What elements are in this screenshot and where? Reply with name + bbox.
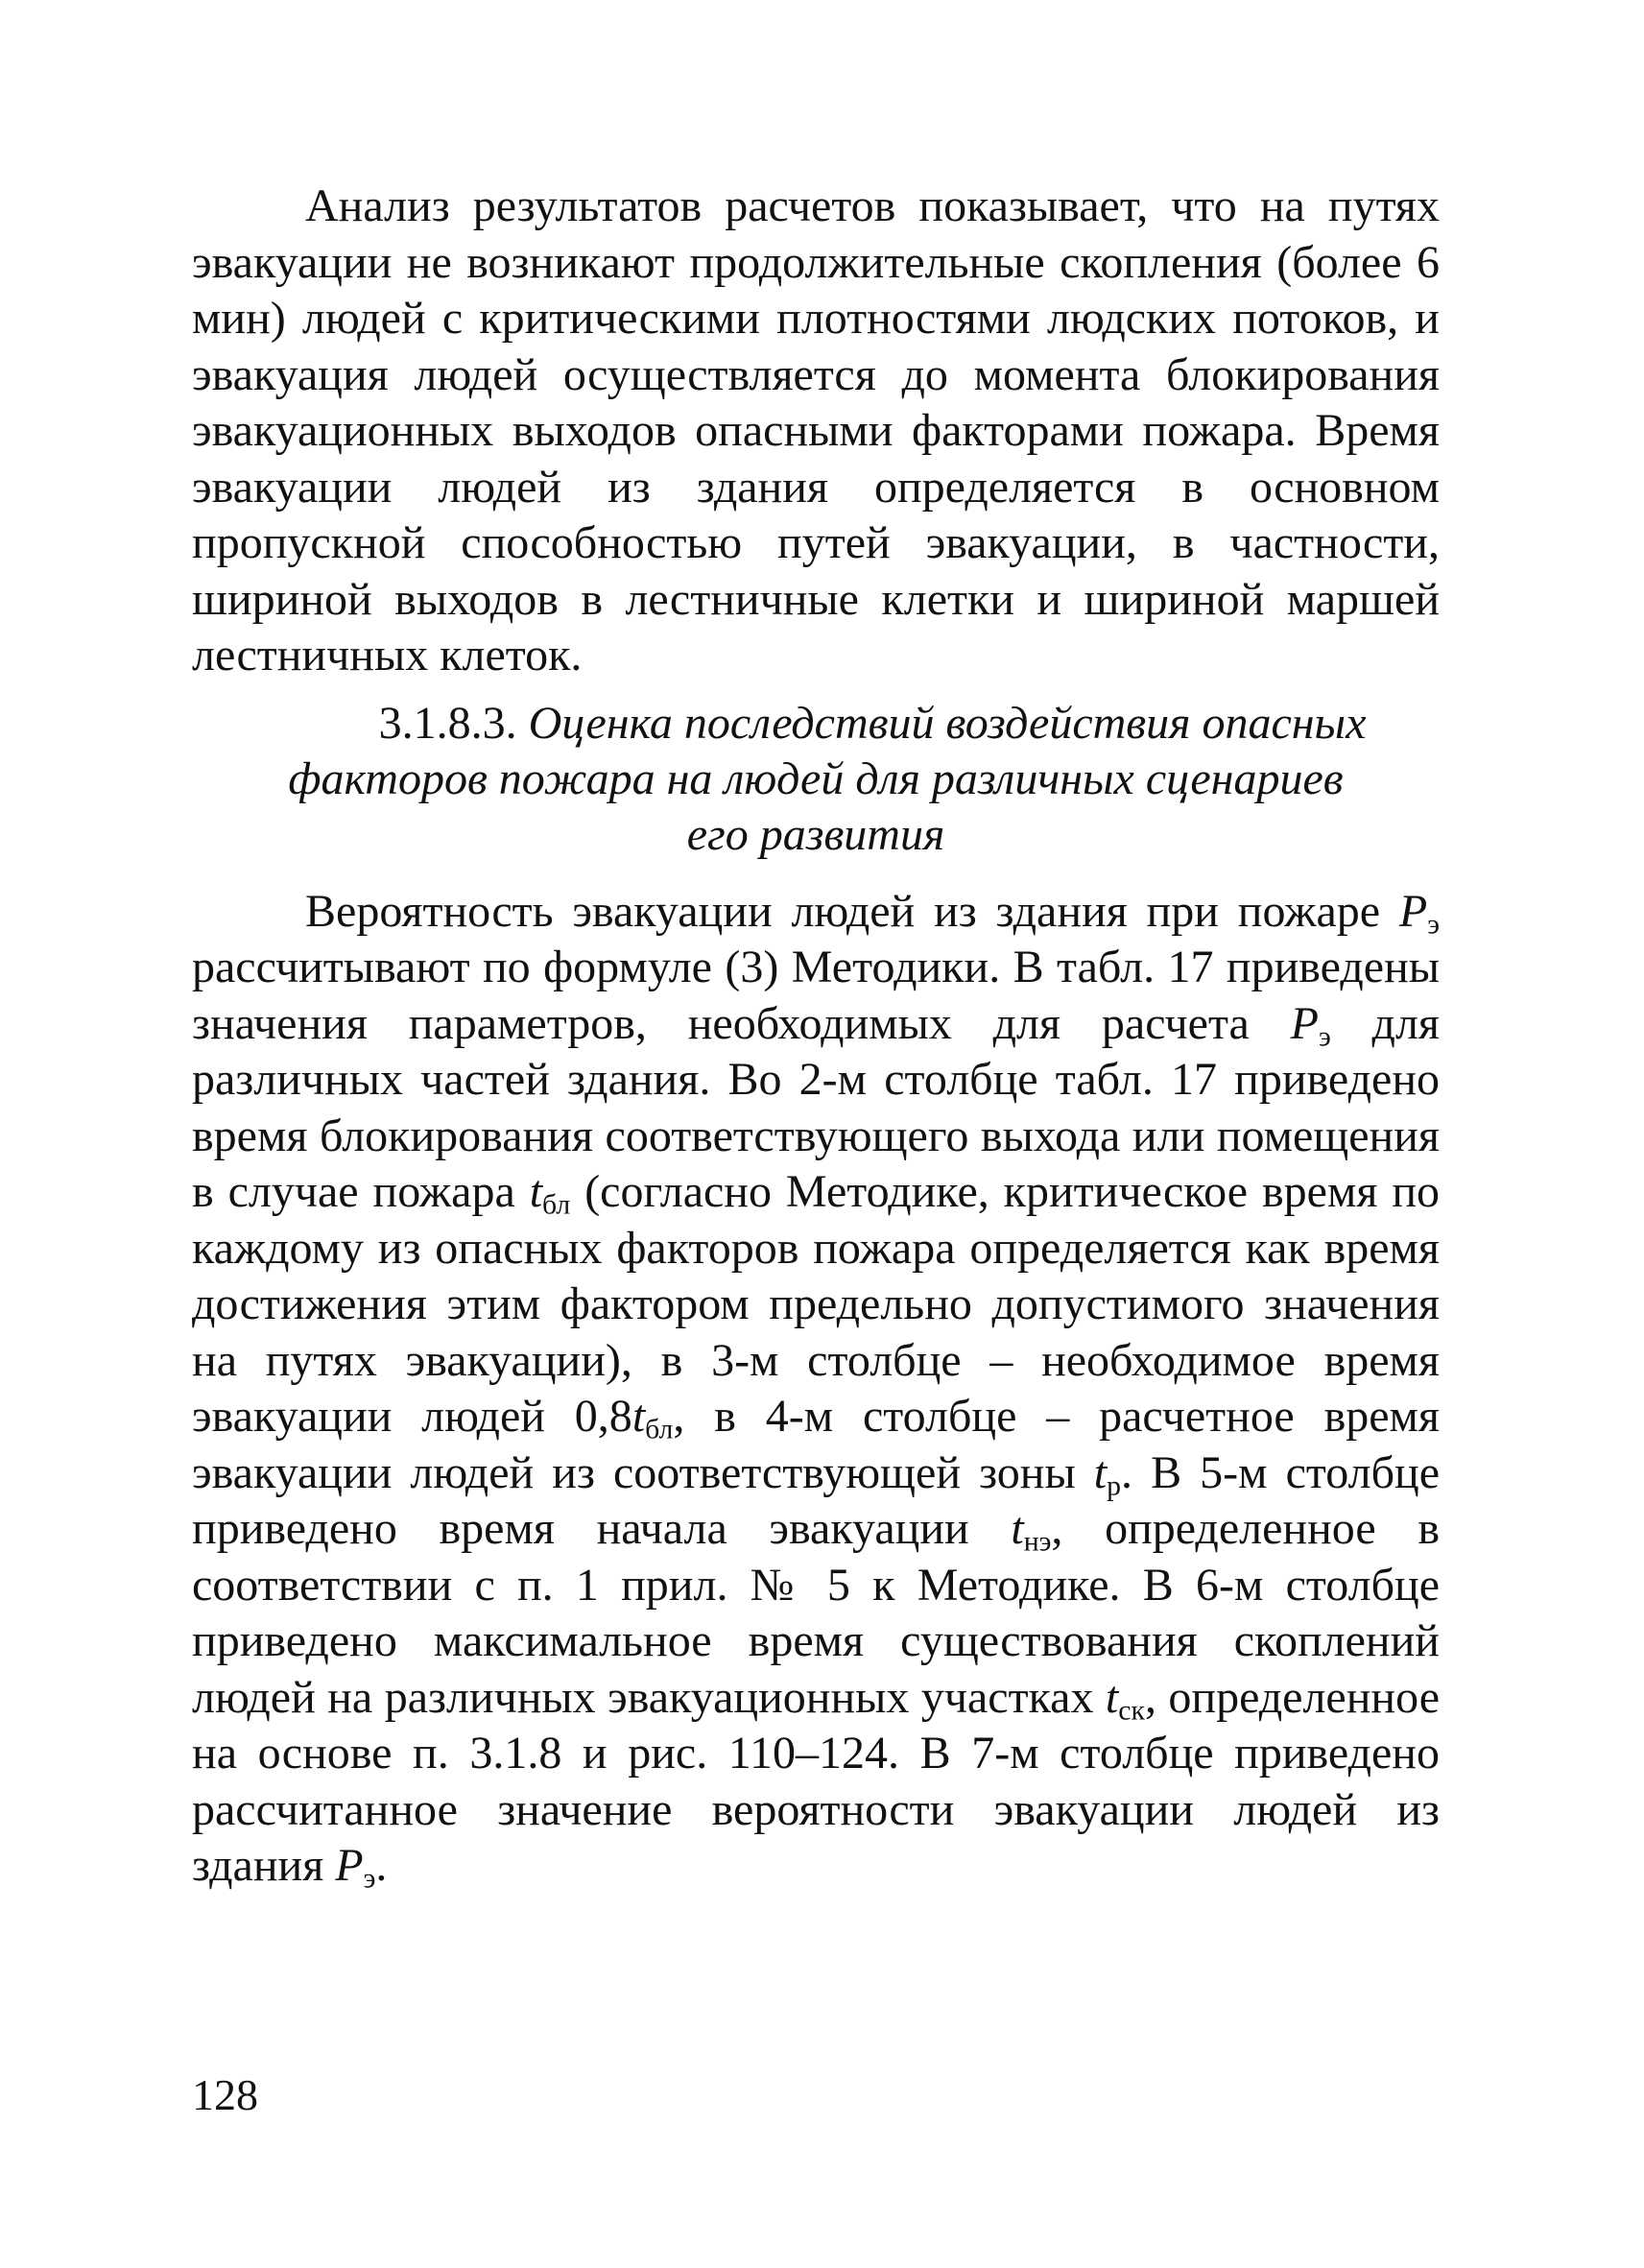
subscript-e: э [363,1862,376,1895]
section-title-part-2: факторов пожара на людей для различных сценариев [288,752,1344,804]
page-body [192,179,1440,1895]
symbol-t-ne: t [1011,1503,1024,1554]
text-run: . В 5-м столбце приведено время начала эвакуации [192,1446,1440,1554]
symbol-t-bl: t [631,1391,646,1442]
subscript-bl: бл [542,1188,571,1221]
section-heading-line-1 [192,696,1440,752]
subscript-bl: бл [645,1413,674,1445]
subscript-sk: ск [1118,1693,1145,1726]
text-run: , определенное на основе п. 3.1.8 и рис. 110–124. В 7-м столбце приведено рассчитанное значение вероятности эвакуации людей из здания [192,1671,1441,1891]
text-run: для различных частей здания. Во 2-м столбце табл. 17 приведено время блокирования соответствующего выхода или помещения в случае пожара [192,997,1440,1217]
symbol-t-sk: t [1105,1671,1119,1723]
symbol-p-e: P [1290,997,1319,1049]
symbol-t-p: t [1093,1446,1108,1498]
page-number: 128 [192,2070,258,2119]
paragraph-probability [192,884,1440,1895]
text-run: , в 4-м столбце – расчетное время эвакуации людей из соответствующей зоны [192,1391,1440,1498]
symbol-p-e: P [1398,885,1428,937]
text-run: , определенное в соответствии с п. 1 прил. № 5 к Методике. В 6-м столбце приведено максимальное время существования скоплений людей на различных эвакуационных участках [192,1503,1440,1723]
text-run: Вероятность эвакуации людей из здания при пожаре [305,885,1399,937]
subscript-p: р [1107,1468,1121,1501]
paragraph-analysis: Анализ результатов расчетов показывает, что на путях эвакуации не возникают продолжительные скопления (более 6 мин) людей с критическими плотностями людских потоков, и эвакуация людей осуществляется до момента блокирования эвакуационных выходов опасными факторами пожара. Время эвакуации людей из здания определяется в основном пропускной способностью путей эвакуации, в частности, шириной выходов в лестничные клетки и шириной маршей лестничных клеток. [192,180,1440,680]
section-title-part-3: его развития [686,808,945,860]
symbol-t-bl: t [529,1166,543,1217]
subscript-e: э [1318,1019,1331,1052]
section-title-part-1: Оценка последствий воздействия опасных [528,697,1367,749]
subscript-ne: нэ [1023,1525,1052,1558]
section-number: 3.1.8.3. [378,697,517,749]
text-run: . [375,1840,388,1891]
text-run: рассчитывают по формуле (3) Методики. В табл. 17 приведены значения параметров, необходимых для расчета [192,942,1440,1049]
text-run: (согласно Методике, критическое время по каждому из опасных факторов пожара определяется как время достижения этим фактором предельно допустимого значения на путях эвакуации), в 3-м столбце – необходимое время эвакуации людей 0,8 [192,1166,1441,1442]
symbol-p-e: P [335,1840,364,1891]
section-heading [192,696,1440,863]
subscript-e: э [1427,907,1440,940]
